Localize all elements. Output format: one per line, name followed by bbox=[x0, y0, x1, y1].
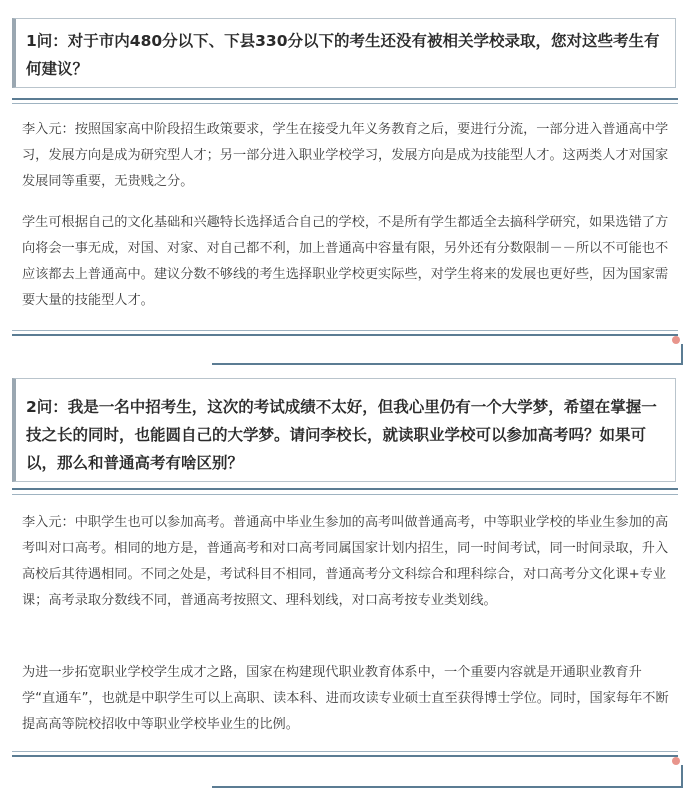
decorative-dot-2 bbox=[672, 757, 680, 765]
answer-1-paragraph-1: 李入元：按照国家高中阶段招生政策要求，学生在接受九年义务教育之后，要进行分流，一部分进入普通高中学习，发展方向是成为研究型人才；另一部分进入职业学校学习，发展方向是成为技能型人才。这两类人才对国家发展同等重要，无贵贱之分。 bbox=[22, 122, 669, 189]
answer-2-rule-thin bbox=[12, 751, 678, 752]
decorative-dot-1 bbox=[672, 336, 680, 344]
answer-2-paragraph-2: 为进一步拓宽职业学校学生成才之路，国家在构建现代职业教育体系中，一个重要内容就是开通职业教育升学“直通车”，也就是中职学生可以上高职、读本科、进而攻读专业硕士直至获得博士学位。同时，国家每年不断提高高等院校招收中等职业学校毕业生的比例。 bbox=[22, 665, 669, 732]
corner-bracket-2-horizontal bbox=[212, 786, 683, 788]
corner-bracket-2-vertical bbox=[681, 765, 683, 787]
question-1-rule-bottom bbox=[12, 103, 678, 104]
question-2-rule-bottom bbox=[12, 494, 678, 495]
question-box-1 bbox=[12, 18, 676, 88]
question-1-rule-top bbox=[12, 98, 678, 100]
question-2-rule-top bbox=[12, 488, 678, 490]
answer-1-rule-thin bbox=[12, 330, 678, 331]
answer-2-rule bbox=[12, 755, 678, 757]
answer-1-paragraph-2: 学生可根据自己的文化基础和兴趣特长选择适合自己的学校，不是所有学生都适全去搞科学研究，如果选错了方向将会一事无成，对国、对家、对自己都不利，加上普通高中容量有限，另外还有分数限制－－所以不可能也不应该都去上普通高中。建议分数不够线的考生选择职业学校更实际些，对学生将来的发展也更好些，因为国家需要大量的技能型人才。 bbox=[22, 215, 669, 308]
corner-bracket-1-vertical bbox=[681, 344, 683, 364]
answer-1-rule bbox=[12, 334, 678, 336]
question-2-text: 2问：我是一名中招考生，这次的考试成绩不太好，但我心里仍有一个大学梦，希望在掌握一技之长的同时，也能圆自己的大学梦。请问李校长，就读职业学校可以参加高考吗？如果可以，那么和普通高考有啥区别？ bbox=[26, 398, 657, 472]
answer-2-paragraph-1: 李入元：中职学生也可以参加高考。普通高中毕业生参加的高考叫做普通高考，中等职业学校的毕业生参加的高考叫对口高考。相同的地方是，普通高考和对口高考同属国家计划内招生，同一时间考试，同一时间录取，升入高校后其待遇相同。不同之处是，考试科目不相同，普通高考分文科综合和理科综合，对口高考分文化课+专业课；高考录取分数线不同，普通高考按照文、理科划线，对口高考按专业类划线。 bbox=[22, 515, 669, 608]
question-box-2 bbox=[12, 378, 676, 482]
question-1-text: 1问：对于市内480分以下、下县330分以下的考生还没有被相关学校录取，您对这些考生有何建议？ bbox=[26, 32, 660, 78]
corner-bracket-1-horizontal bbox=[212, 363, 683, 365]
